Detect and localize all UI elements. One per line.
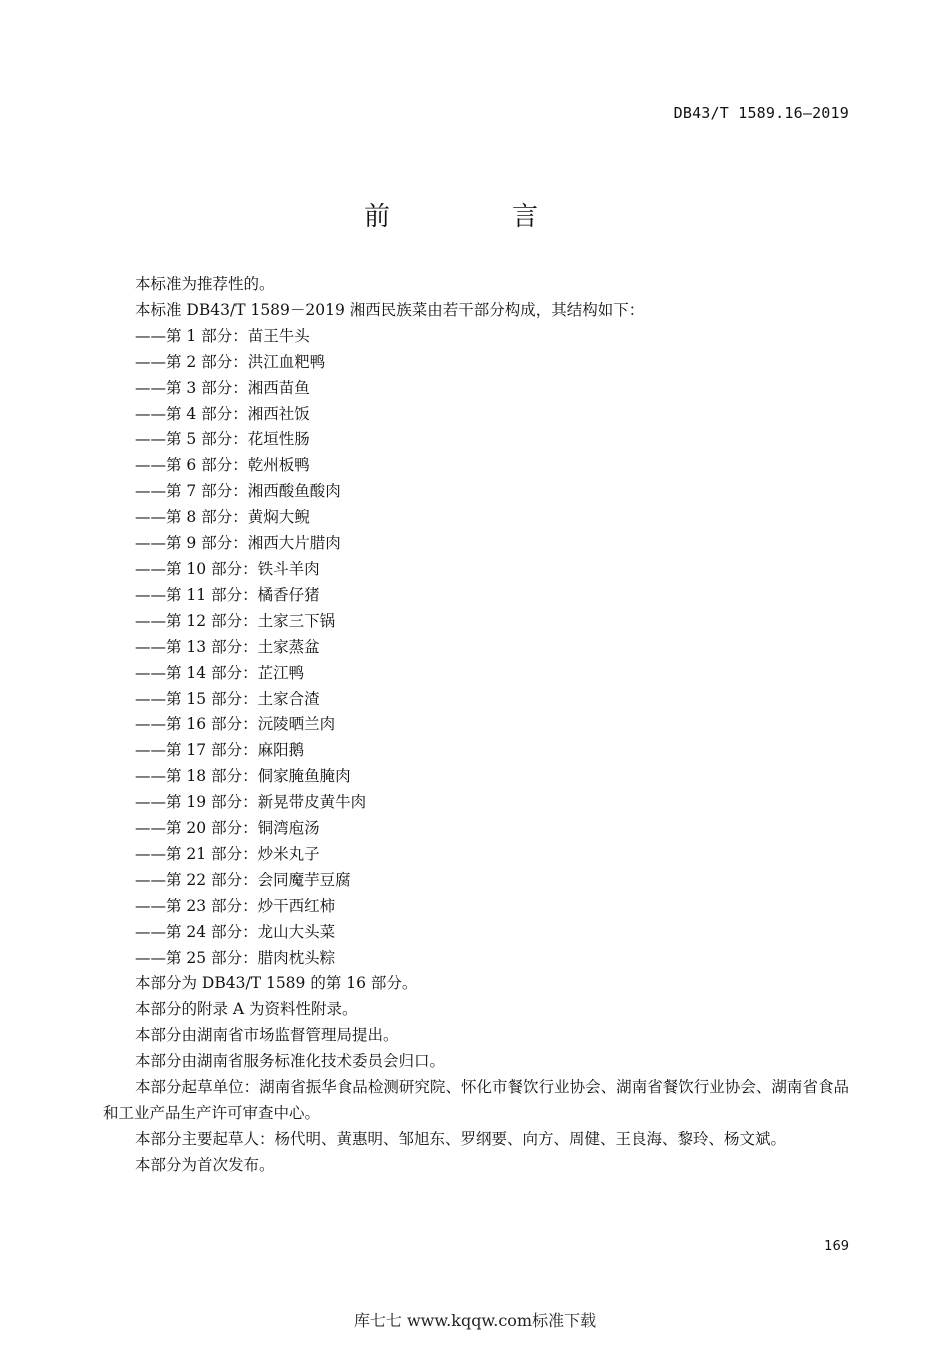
list-item: ——第 18 部分：侗家腌鱼腌肉 (135, 767, 351, 786)
list-item: ——第 6 部分：乾州板鸭 (135, 456, 310, 475)
list-item: ——第 10 部分：铁斗羊肉 (135, 559, 320, 578)
list-item: ——第 12 部分：土家三下锅 (135, 611, 336, 630)
paragraph: 本标准为推荐性的。 (135, 275, 275, 293)
list-item: ——第 17 部分：麻阳鹅 (135, 741, 305, 760)
list-item: ——第 2 部分：洪江血粑鸭 (135, 352, 326, 371)
list-item: ——第 24 部分：龙山大头菜 (135, 922, 336, 941)
list-item: ——第 1 部分：苗王牛头 (135, 326, 310, 345)
paragraph: 本部分为 DB43/T 1589 的第 16 部分。 (135, 974, 418, 993)
footer-watermark: 库七七 www.kqqw.com标准下载 (353, 1311, 597, 1330)
list-item: ——第 20 部分：铜湾庖汤 (135, 819, 320, 838)
list-item: ——第 19 部分：新晃带皮黄牛肉 (135, 793, 367, 812)
list-item: ——第 9 部分：湘西大片腊肉 (135, 534, 341, 553)
list-item: ——第 13 部分：土家蒸盆 (135, 637, 320, 656)
paragraph: 本标准 DB43/T 1589－2019 湘西民族菜由若干部分构成，其结构如下： (135, 300, 645, 319)
list-item: ——第 8 部分：黄焖大鲵 (135, 508, 310, 527)
list-item: ——第 7 部分：湘西酸鱼酸肉 (135, 482, 341, 501)
foreword-body (103, 272, 849, 1179)
list-item: ——第 4 部分：湘西社饭 (135, 404, 310, 423)
page-number: 169 (824, 1239, 849, 1254)
paragraph: 本部分由湖南省市场监督管理局提出。 (135, 1026, 399, 1045)
list-item: ——第 14 部分：芷江鸭 (135, 663, 305, 682)
paragraph: 本部分的附录 A 为资料性附录。 (135, 1000, 358, 1019)
page-title: 前 言 (363, 202, 586, 232)
list-item: ——第 21 部分：炒米丸子 (135, 844, 320, 863)
paragraph: 本部分由湖南省服务标准化技术委员会归口。 (135, 1052, 446, 1071)
list-item: ——第 16 部分：沅陵晒兰肉 (135, 715, 336, 734)
list-item: ——第 11 部分：橘香仔猪 (135, 585, 320, 604)
list-item: ——第 3 部分：湘西苗鱼 (135, 378, 310, 397)
paragraph-drafting-units: 本部分起草单位：湖南省振华食品检测研究院、怀化市餐饮行业协会、湖南省餐饮行业协会、湖南省食品和工业产品生产许可审查中心。 (103, 1078, 849, 1122)
standard-code: DB43/T 1589.16—2019 (673, 104, 849, 122)
paragraph: 本部分为首次发布。 (135, 1155, 275, 1174)
list-item: ——第 22 部分：会同魔芋豆腐 (135, 870, 351, 889)
list-item: ——第 25 部分：腊肉枕头粽 (135, 948, 336, 967)
list-item: ——第 15 部分：土家合渣 (135, 689, 320, 708)
list-item: ——第 23 部分：炒干西红柿 (135, 896, 336, 915)
paragraph-drafters: 本部分主要起草人：杨代明、黄惠明、邹旭东、罗纲要、向方、周健、王良海、黎玲、杨文斌。 (135, 1129, 787, 1148)
list-item: ——第 5 部分：花垣性肠 (135, 430, 310, 449)
